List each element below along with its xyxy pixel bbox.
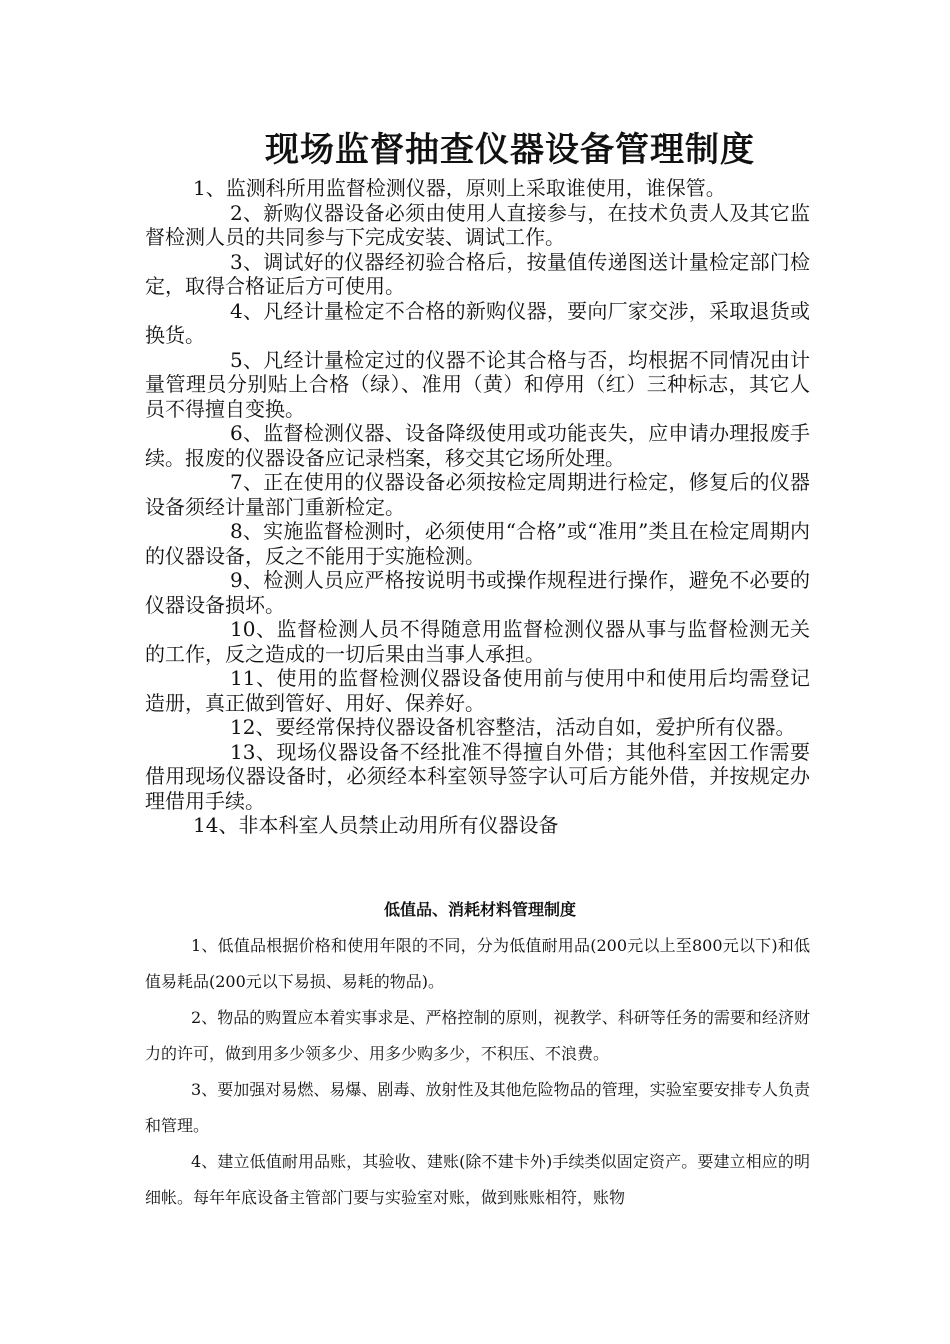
consumable-rule-item: 3、要加强对易燃、易爆、剧毒、放射性及其他危险物品的管理，实验室要安排专人负责和管理。	[145, 1080, 810, 1135]
rule-item: 5、凡经计量检定过的仪器不论其合格与否，均根据不同情况由计量管理员分别贴上合格（绿）、准用（黄）和停用（红）三种标志，其它人员不得擅自变换。	[145, 347, 810, 421]
rule-item: 11、使用的监督检测仪器设备使用前与使用中和使用后均需登记造册，真正做到管好、用好、保养好。	[145, 666, 810, 715]
section-instrument-rules	[145, 176, 810, 838]
consumable-rule-item: 1、低值品根据价格和使用年限的不同，分为低值耐用品(200元以上至800元以下)和低值易耗品(200元以下易损、易耗的物品)。	[145, 936, 810, 991]
rule-item: 3、调试好的仪器经初验合格后，按量值传递图送计量检定部门检定，取得合格证后方可使用。	[145, 249, 810, 298]
section-subtitle: 低值品、消耗材料管理制度	[383, 900, 576, 919]
rule-item: 2、新购仪器设备必须由使用人直接参与，在技术负责人及其它监督检测人员的共同参与下完成安装、调试工作。	[145, 200, 810, 249]
rule-item: 12、要经常保持仪器设备机容整洁，活动自如，爱护所有仪器。	[230, 715, 796, 739]
rule-item: 1、监测科所用监督检测仪器，原则上采取谁使用，谁保管。	[193, 176, 726, 200]
rule-item: 6、监督检测仪器、设备降级使用或功能丧失，应申请办理报废手续。报废的仪器设备应记录档案，移交其它场所处理。	[145, 421, 810, 470]
document-title: 现场监督抽查仪器设备管理制度	[265, 130, 755, 170]
rule-item: 4、凡经计量检定不合格的新购仪器，要向厂家交涉，采取退货或换货。	[145, 298, 810, 347]
rule-item: 13、现场仪器设备不经批准不得擅自外借；其他科室因工作需要借用现场仪器设备时，必须经本科室领导签字认可后方能外借，并按规定办理借用手续。	[145, 739, 810, 813]
rule-item: 7、正在使用的仪器设备必须按检定周期进行检定，修复后的仪器设备须经计量部门重新检定。	[145, 470, 810, 519]
rule-item: 14、非本科室人员禁止动用所有仪器设备	[193, 813, 559, 837]
rule-item: 9、检测人员应严格按说明书或操作规程进行操作，避免不必要的仪器设备损坏。	[145, 568, 810, 617]
consumable-rule-item: 4、建立低值耐用品账，其验收、建账(除不建卡外)手续类似固定资产。要建立相应的明细帐。每年年底设备主管部门要与实验室对账，做到账账相符，账物	[145, 1152, 810, 1207]
section-consumables-rules	[145, 928, 810, 1216]
rule-item: 8、实施监督检测时，必须使用“合格”或“准用”类且在检定周期内的仪器设备，反之不能用于实施检测。	[145, 519, 810, 568]
rule-item: 10、监督检测人员不得随意用监督检测仪器从事与监督检测无关的工作，反之造成的一切后果由当事人承担。	[145, 617, 810, 666]
consumable-rule-item: 2、物品的购置应本着实事求是、严格控制的原则，视教学、科研等任务的需要和经济财力的许可，做到用多少领多少、用多少购多少，不积压、不浪费。	[145, 1008, 810, 1063]
